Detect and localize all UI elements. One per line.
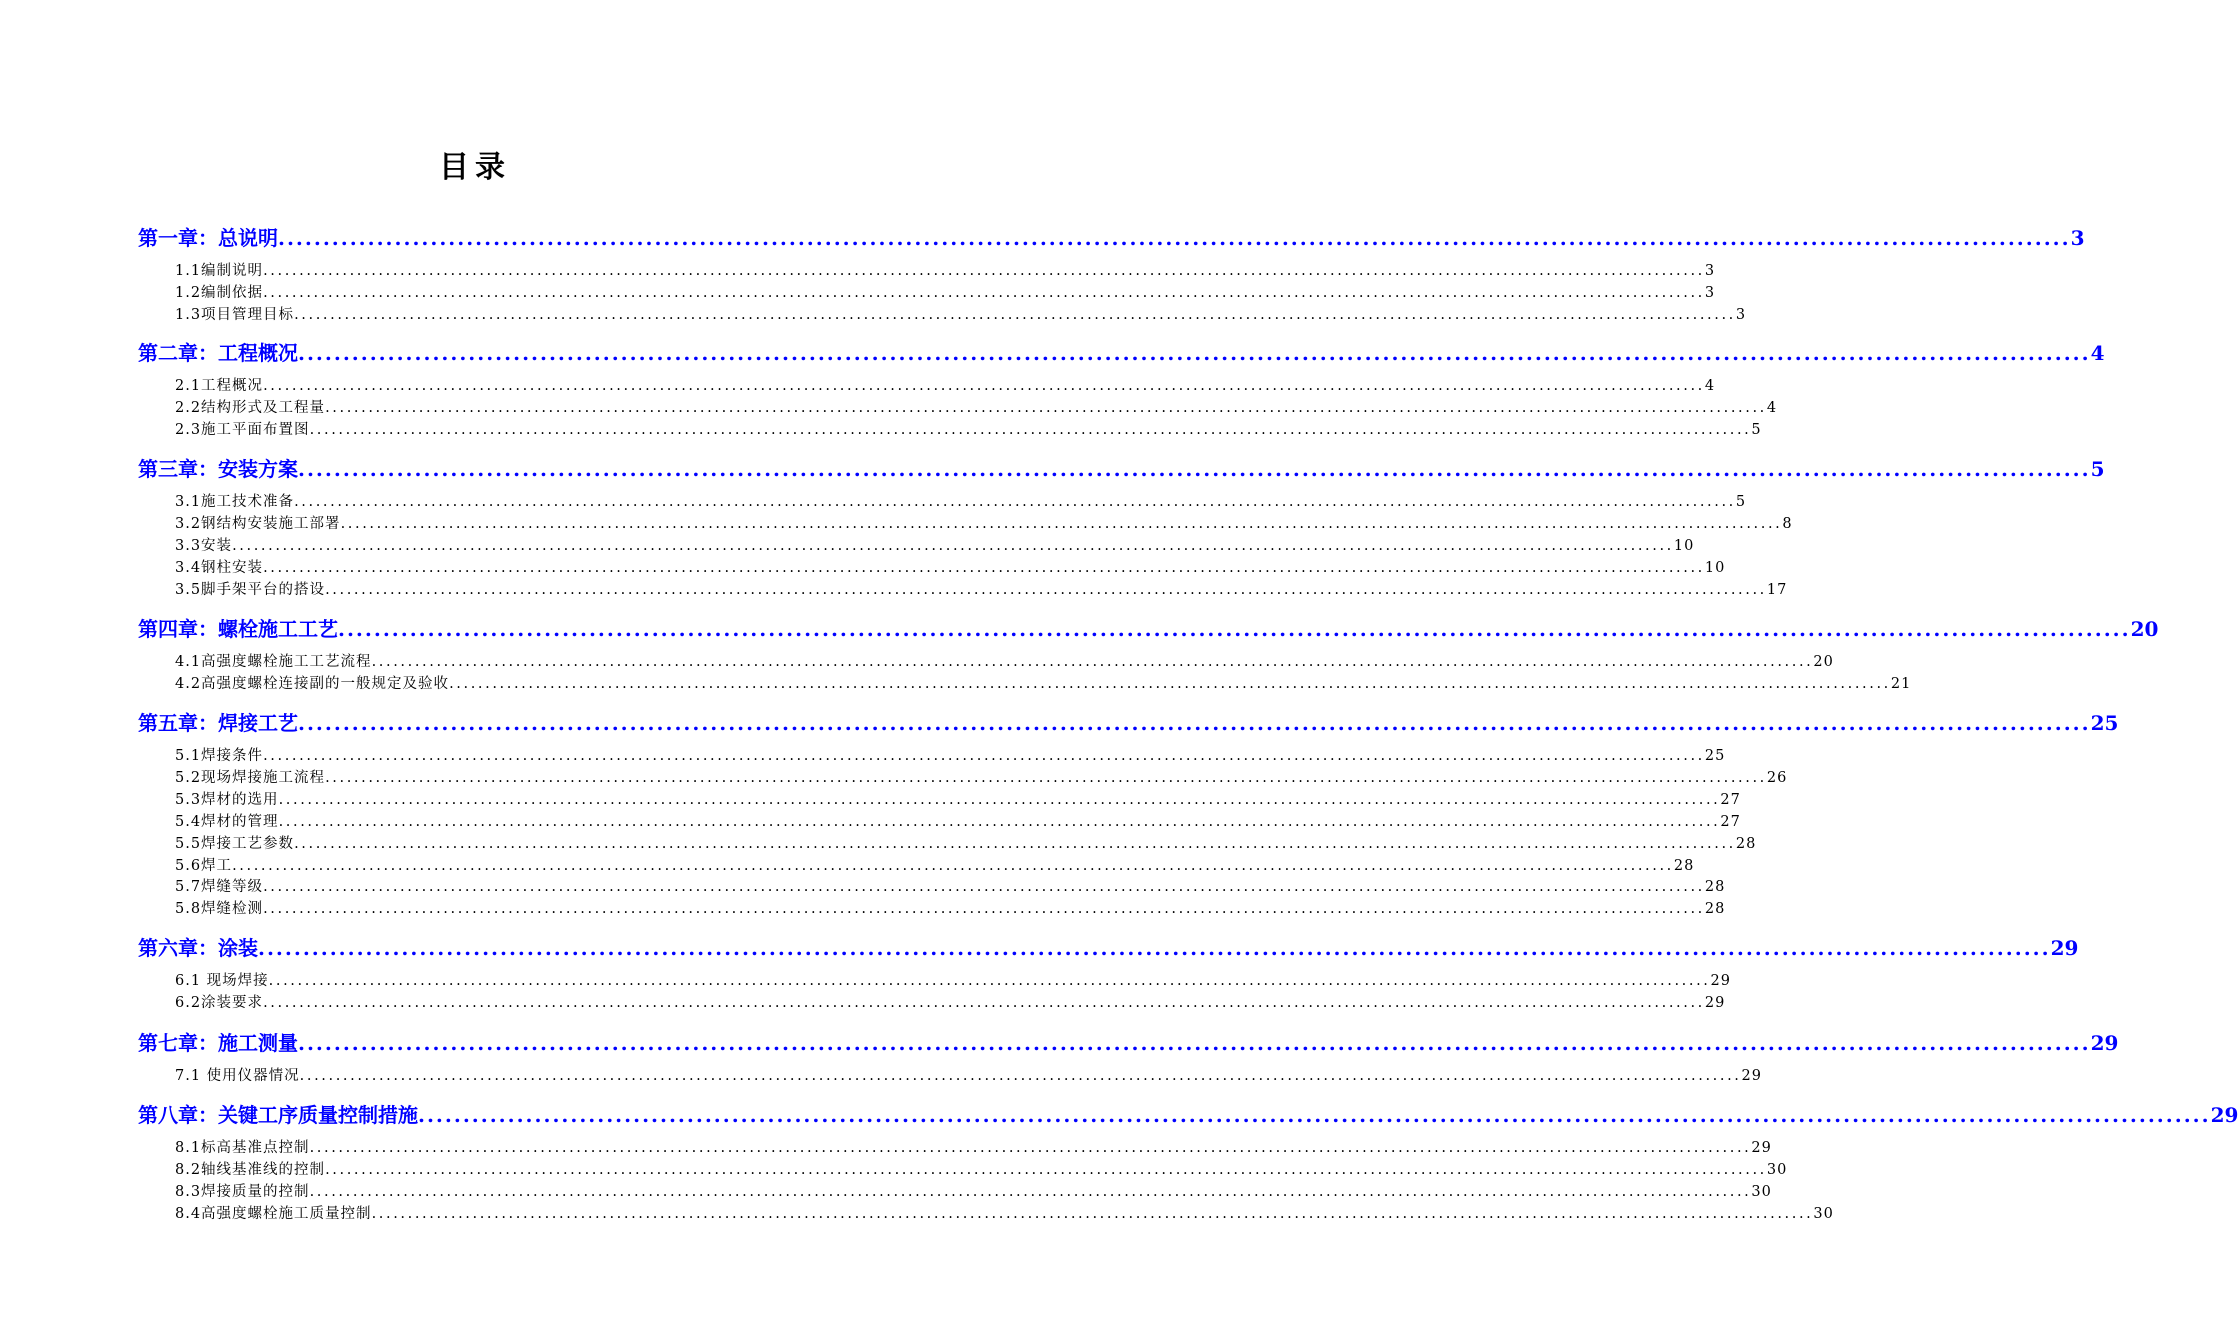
- toc-chapter-1[interactable]: [138, 222, 2085, 250]
- toc-section-5-4[interactable]: [175, 810, 1741, 830]
- toc-section-1-2-page-number: 3: [1704, 284, 1716, 301]
- toc-section-5-3-leader-dots: ........................................................................................................................................................................................................: [278, 791, 1721, 808]
- toc-chapter-2-label: 第二章：工程概况: [138, 341, 298, 365]
- toc-section-5-5-label: 5.5焊接工艺参数: [175, 835, 295, 852]
- toc-section-5-7[interactable]: [175, 875, 1726, 896]
- toc-section-8-1[interactable]: [175, 1136, 1772, 1156]
- toc-section-2-2-leader-dots: ........................................................................................................................................................................................................: [325, 399, 1767, 416]
- toc-section-3-5-page-number: 17: [1766, 581, 1788, 598]
- toc-chapter-3-leader-dots: ........................................................................................................................................................................................................: [298, 457, 2091, 481]
- toc-section-5-2-leader-dots: ........................................................................................................................................................................................................: [325, 769, 1767, 786]
- toc-section-5-8-label: 5.8焊缝检测: [175, 901, 264, 918]
- toc-section-5-1-label: 5.1焊接条件: [175, 748, 264, 764]
- toc-section-5-2[interactable]: [175, 766, 1788, 786]
- toc-section-4-2-leader-dots: ........................................................................................................................................................................................................: [449, 675, 1891, 692]
- toc-section-3-5-leader-dots: ........................................................................................................................................................................................................: [325, 581, 1767, 598]
- toc-chapter-5-leader-dots: ........................................................................................................................................................................................................: [298, 711, 2091, 735]
- toc-section-8-1-label: 8.1标高基准点控制: [175, 1140, 310, 1156]
- toc-section-1-1-page-number: 3: [1704, 263, 1716, 279]
- toc-section-3-5[interactable]: [175, 578, 1788, 598]
- toc-section-5-4-page-number: 27: [1720, 813, 1741, 830]
- toc-section-7-1-label: 7.1 使用仪器情况: [175, 1068, 300, 1084]
- toc-chapter-8-page-number: 29: [2210, 1103, 2238, 1127]
- toc-section-3-2-page-number: 8: [1782, 515, 1793, 532]
- toc-section-5-8[interactable]: [175, 897, 1726, 918]
- toc-section-4-2-page-number: 21: [1890, 675, 1912, 692]
- toc-section-1-3-leader-dots: ........................................................................................................................................................................................................: [294, 306, 1736, 323]
- toc-section-7-1-page-number: 29: [1741, 1068, 1762, 1084]
- toc-chapter-3[interactable]: [138, 453, 2105, 481]
- toc-section-6-2-label: 6.2涂装要求: [175, 994, 264, 1011]
- toc-chapter-6-page-number: 29: [2050, 936, 2079, 960]
- toc-section-8-1-leader-dots: ........................................................................................................................................................................................................: [309, 1140, 1752, 1156]
- toc-section-5-5[interactable]: [175, 832, 1757, 852]
- toc-section-5-5-leader-dots: ........................................................................................................................................................................................................: [294, 835, 1736, 852]
- toc-section-5-4-leader-dots: ........................................................................................................................................................................................................: [278, 813, 1721, 830]
- toc-section-7-1-leader-dots: ........................................................................................................................................................................................................: [299, 1068, 1742, 1084]
- toc-section-3-3[interactable]: [175, 534, 1695, 554]
- toc-chapter-6-leader-dots: ........................................................................................................................................................................................................: [258, 936, 2051, 960]
- toc-section-5-6-page-number: 28: [1673, 857, 1695, 874]
- toc-chapter-8-leader-dots: ........................................................................................................................................................................................................: [418, 1103, 2211, 1127]
- toc-section-3-1-page-number: 5: [1735, 494, 1747, 510]
- toc-section-6-1[interactable]: [175, 969, 1731, 989]
- toc-section-4-2-label: 4.2高强度螺栓连接副的一般规定及验收: [175, 675, 450, 692]
- toc-chapter-4-label: 第四章：螺栓施工工艺: [138, 617, 338, 641]
- toc-section-5-1-leader-dots: ........................................................................................................................................................................................................: [263, 748, 1705, 764]
- toc-section-5-3-page-number: 27: [1720, 791, 1741, 808]
- toc-section-3-1-label: 3.1施工技术准备: [175, 494, 295, 510]
- toc-section-4-1[interactable]: [175, 650, 1834, 670]
- toc-section-6-1-leader-dots: ........................................................................................................................................................................................................: [268, 973, 1711, 989]
- toc-section-8-4-leader-dots: ........................................................................................................................................................................................................: [371, 1205, 1814, 1222]
- toc-chapter-8-label: 第八章：关键工序质量控制措施: [138, 1103, 418, 1127]
- toc-section-5-6[interactable]: [175, 854, 1695, 874]
- toc-section-4-2[interactable]: [175, 672, 1912, 692]
- toc-chapter-4[interactable]: [138, 613, 2159, 641]
- toc-section-8-4-label: 8.4高强度螺栓施工质量控制: [175, 1205, 372, 1222]
- toc-section-2-1[interactable]: [175, 374, 1716, 394]
- toc-section-2-3-label: 2.3施工平面布置图: [175, 421, 310, 438]
- toc-section-3-3-label: 3.3安装: [175, 537, 233, 554]
- toc-section-5-7-page-number: 28: [1704, 879, 1726, 896]
- toc-section-2-2[interactable]: [175, 396, 1778, 416]
- toc-chapter-5-label: 第五章：焊接工艺: [138, 711, 298, 735]
- toc-section-1-1-label: 1.1编制说明: [175, 263, 264, 279]
- toc-section-8-3-leader-dots: ........................................................................................................................................................................................................: [309, 1183, 1752, 1200]
- toc-chapter-5-page-number: 25: [2090, 711, 2119, 735]
- toc-section-1-2-leader-dots: ........................................................................................................................................................................................................: [263, 284, 1705, 301]
- toc-section-6-1-label: 6.1 现场焊接: [175, 973, 269, 989]
- toc-section-3-2[interactable]: [175, 512, 1793, 532]
- toc-section-5-2-page-number: 26: [1766, 769, 1788, 786]
- toc-section-7-1[interactable]: [175, 1064, 1762, 1084]
- toc-chapter-2-page-number: 4: [2090, 341, 2105, 365]
- toc-section-8-2[interactable]: [175, 1158, 1788, 1178]
- toc-section-2-1-page-number: 4: [1704, 378, 1716, 394]
- toc-chapter-7[interactable]: [138, 1027, 2119, 1055]
- toc-chapter-1-label: 第一章：总说明: [138, 226, 278, 250]
- toc-chapter-4-leader-dots: ........................................................................................................................................................................................................: [338, 617, 2131, 641]
- toc-section-5-6-label: 5.6焊工: [175, 857, 233, 874]
- toc-section-1-2-label: 1.2编制依据: [175, 284, 264, 301]
- toc-section-5-8-page-number: 28: [1704, 901, 1726, 918]
- toc-section-5-2-label: 5.2现场焊接施工流程: [175, 769, 326, 786]
- toc-section-8-2-label: 8.2轴线基准线的控制: [175, 1161, 326, 1178]
- toc-section-5-1-page-number: 25: [1704, 748, 1726, 764]
- toc-section-3-4-leader-dots: ........................................................................................................................................................................................................: [263, 559, 1705, 576]
- toc-section-6-2[interactable]: [175, 991, 1726, 1011]
- toc-section-8-3[interactable]: [175, 1180, 1772, 1200]
- toc-section-5-8-leader-dots: ........................................................................................................................................................................................................: [263, 901, 1705, 918]
- toc-section-3-3-page-number: 10: [1673, 537, 1695, 554]
- toc-section-2-3-page-number: 5: [1751, 421, 1762, 438]
- toc-section-8-3-label: 8.3焊接质量的控制: [175, 1183, 310, 1200]
- toc-section-3-3-leader-dots: ........................................................................................................................................................................................................: [232, 537, 1674, 554]
- toc-section-4-1-page-number: 20: [1813, 654, 1834, 670]
- toc-section-4-1-label: 4.1高强度螺栓施工工艺流程: [175, 654, 372, 670]
- toc-section-2-2-page-number: 4: [1766, 399, 1778, 416]
- toc-section-1-3[interactable]: [175, 303, 1747, 323]
- toc-section-8-4-page-number: 30: [1813, 1205, 1834, 1222]
- toc-section-6-2-leader-dots: ........................................................................................................................................................................................................: [263, 994, 1705, 1011]
- toc-section-8-1-page-number: 29: [1751, 1140, 1772, 1156]
- toc-section-5-6-leader-dots: ........................................................................................................................................................................................................: [232, 857, 1674, 874]
- toc-chapter-7-page-number: 29: [2090, 1031, 2119, 1055]
- toc-section-2-1-leader-dots: ........................................................................................................................................................................................................: [263, 378, 1705, 394]
- page-title: 目录: [439, 150, 511, 185]
- toc-chapter-2-leader-dots: ........................................................................................................................................................................................................: [298, 341, 2091, 365]
- toc-chapter-6-label: 第六章：涂装: [138, 936, 258, 960]
- toc-chapter-4-page-number: 20: [2130, 617, 2159, 641]
- toc-section-1-3-label: 1.3项目管理目标: [175, 306, 295, 323]
- toc-section-1-2[interactable]: [175, 281, 1716, 301]
- toc-section-1-1[interactable]: [175, 259, 1716, 279]
- toc-section-5-1[interactable]: [175, 744, 1726, 764]
- toc-chapter-8[interactable]: [138, 1099, 2238, 1127]
- toc-chapter-6[interactable]: [138, 932, 2079, 960]
- toc-chapter-7-leader-dots: ........................................................................................................................................................................................................: [298, 1031, 2091, 1055]
- toc-chapter-7-label: 第七章：施工测量: [138, 1031, 298, 1055]
- toc-section-8-4[interactable]: [175, 1202, 1834, 1222]
- toc-section-3-4[interactable]: [175, 556, 1726, 576]
- toc-section-3-1-leader-dots: ........................................................................................................................................................................................................: [294, 494, 1736, 510]
- toc-section-2-2-label: 2.2结构形式及工程量: [175, 399, 326, 416]
- toc-section-4-1-leader-dots: ........................................................................................................................................................................................................: [371, 654, 1814, 670]
- toc-section-5-3[interactable]: [175, 788, 1741, 808]
- toc-section-3-2-label: 3.2钢结构安装施工部署: [175, 515, 341, 532]
- toc-section-5-3-label: 5.3焊材的选用: [175, 791, 279, 808]
- toc-chapter-2[interactable]: [138, 337, 2105, 365]
- toc-chapter-5[interactable]: [138, 707, 2119, 735]
- toc-section-5-7-leader-dots: ........................................................................................................................................................................................................: [263, 879, 1705, 896]
- toc-section-2-3[interactable]: [175, 418, 1762, 438]
- toc-section-8-2-leader-dots: ........................................................................................................................................................................................................: [325, 1161, 1767, 1178]
- toc-section-3-5-label: 3.5脚手架平台的搭设: [175, 581, 326, 598]
- toc-section-3-1[interactable]: [175, 490, 1747, 510]
- toc-section-2-1-label: 2.1工程概况: [175, 378, 264, 394]
- toc-section-5-4-label: 5.4焊材的管理: [175, 813, 279, 830]
- toc-chapter-1-leader-dots: ........................................................................................................................................................................................................: [278, 226, 2071, 250]
- toc-chapter-3-label: 第三章：安装方案: [138, 457, 298, 481]
- toc-section-3-2-leader-dots: ........................................................................................................................................................................................................: [340, 515, 1783, 532]
- toc-section-1-3-page-number: 3: [1735, 306, 1747, 323]
- toc-section-3-4-label: 3.4钢柱安装: [175, 559, 264, 576]
- toc-section-6-2-page-number: 29: [1704, 994, 1726, 1011]
- toc-section-1-1-leader-dots: ........................................................................................................................................................................................................: [263, 263, 1705, 279]
- toc-section-2-3-leader-dots: ........................................................................................................................................................................................................: [309, 421, 1752, 438]
- toc-section-8-2-page-number: 30: [1766, 1161, 1788, 1178]
- toc-section-6-1-page-number: 29: [1710, 973, 1731, 989]
- toc-chapter-1-page-number: 3: [2070, 226, 2085, 250]
- toc-section-3-4-page-number: 10: [1704, 559, 1726, 576]
- toc-section-5-5-page-number: 28: [1735, 835, 1757, 852]
- toc-section-5-7-label: 5.7焊缝等级: [175, 879, 264, 896]
- toc-section-8-3-page-number: 30: [1751, 1183, 1772, 1200]
- toc-chapter-3-page-number: 5: [2090, 457, 2105, 481]
